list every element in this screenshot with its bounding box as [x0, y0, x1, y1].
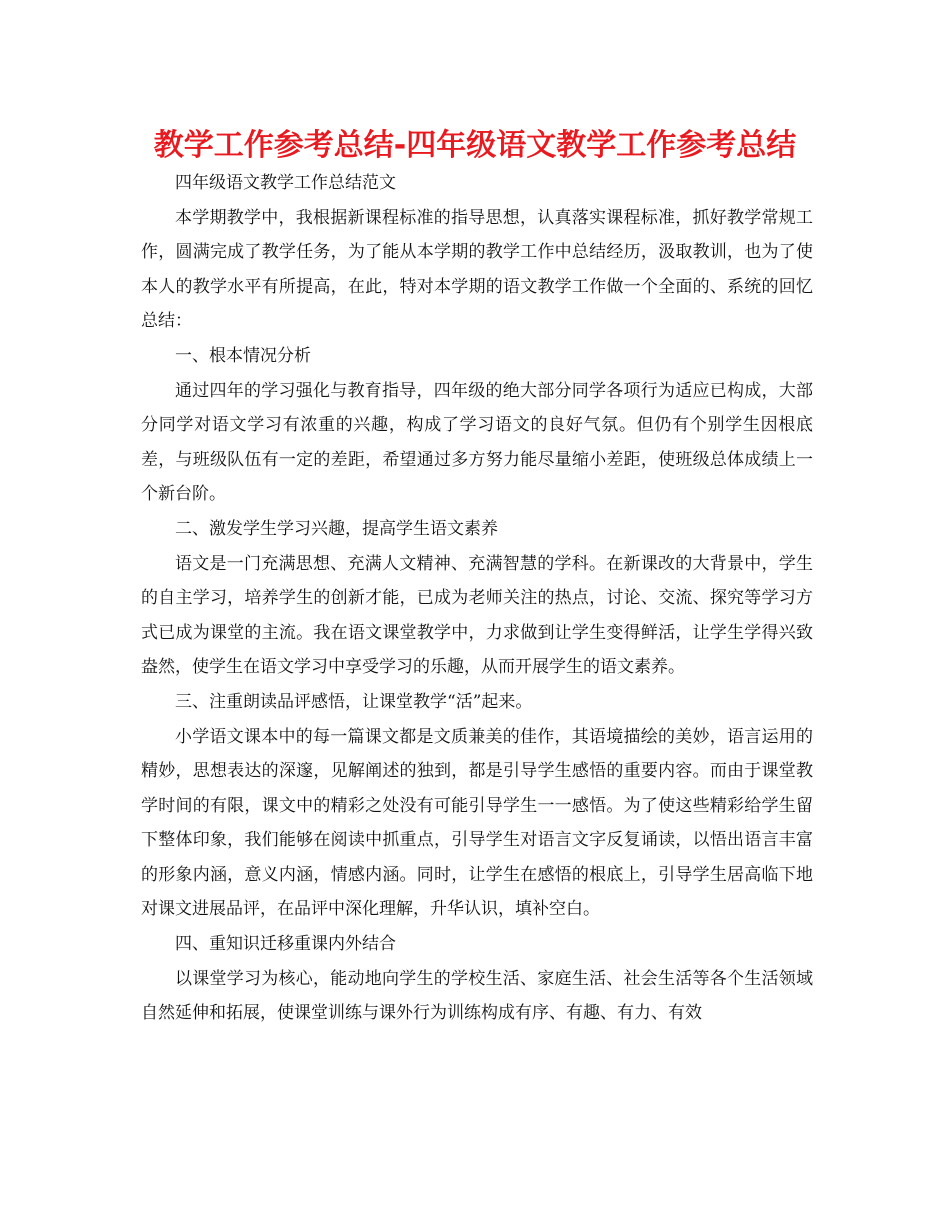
section-heading: 一、根本情况分析	[175, 345, 311, 366]
paragraph: 通过四年的学习强化与教育指导，四年级的绝大部分同学各项行为适应已构成，大部分同学对语文学习有浓重的兴趣，构成了学习语文的良好气氛。但仍有个别学生因根底差，与班级队伍有一定的差距，希望通过多方努力能尽量缩小差距，使班级总体成绩上一个新台阶。	[141, 380, 813, 505]
document-title: 教学工作参考总结-四年级语文教学工作参考总结	[153, 128, 797, 163]
section-heading: 二、激发学生学习兴趣，提高学生语文素养	[175, 518, 498, 539]
paragraph: 以课堂学习为核心，能动地向学生的学校生活、家庭生活、社会生活等各个生活领域自然延伸和拓展，使课堂训练与课外行为训练构成有序、有趣、有力、有效	[141, 968, 813, 1024]
paragraph: 语文是一门充满思想、充满人文精神、充满智慧的学科。在新课改的大背景中，学生的自主学习，培养学生的创新才能，已成为老师关注的热点，讨论、交流、探究等学习方式已成为课堂的主流。我在语文课堂教学中，力求做到让学生变得鲜活，让学生学得兴致盎然，使学生在语文学习中享受学习的乐趣，从而开展学生的语文素养。	[141, 553, 813, 678]
paragraph: 小学语文课本中的每一篇课文都是文质兼美的佳作，其语境描绘的美妙，语言运用的精妙，思想表达的深邃，见解阐述的独到，都是引导学生感悟的重要内容。而由于课堂教学时间的有限，课文中的精彩之处没有可能引导学生一一感悟。为了使这些精彩给学生留下整体印象，我们能够在阅读中抓重点，引导学生对语言文字反复诵读，以悟出语言丰富的形象内涵，意义内涵，情感内涵。同时，让学生在感悟的根底上，引导学生居高临下地对课文进展品评，在品评中深化理解，升华认识，填补空白。	[141, 726, 813, 920]
paragraph: 本学期教学中，我根据新课程标准的指导思想，认真落实课程标准，抓好教学常规工作，圆满完成了教学任务，为了能从本学期的教学工作中总结经历，汲取教训，也为了使本人的教学水平有所提高，在此，特对本学期的语文教学工作做一个全面的、系统的回忆总结：	[141, 207, 813, 332]
document-body	[141, 166, 813, 1031]
section-heading: 四、重知识迁移重课内外结合	[175, 934, 396, 955]
paragraph-subtitle: 四年级语文教学工作总结范文	[175, 173, 396, 193]
section-heading: 三、注重朗读品评感悟，让课堂教学“活”起来。	[175, 691, 533, 712]
